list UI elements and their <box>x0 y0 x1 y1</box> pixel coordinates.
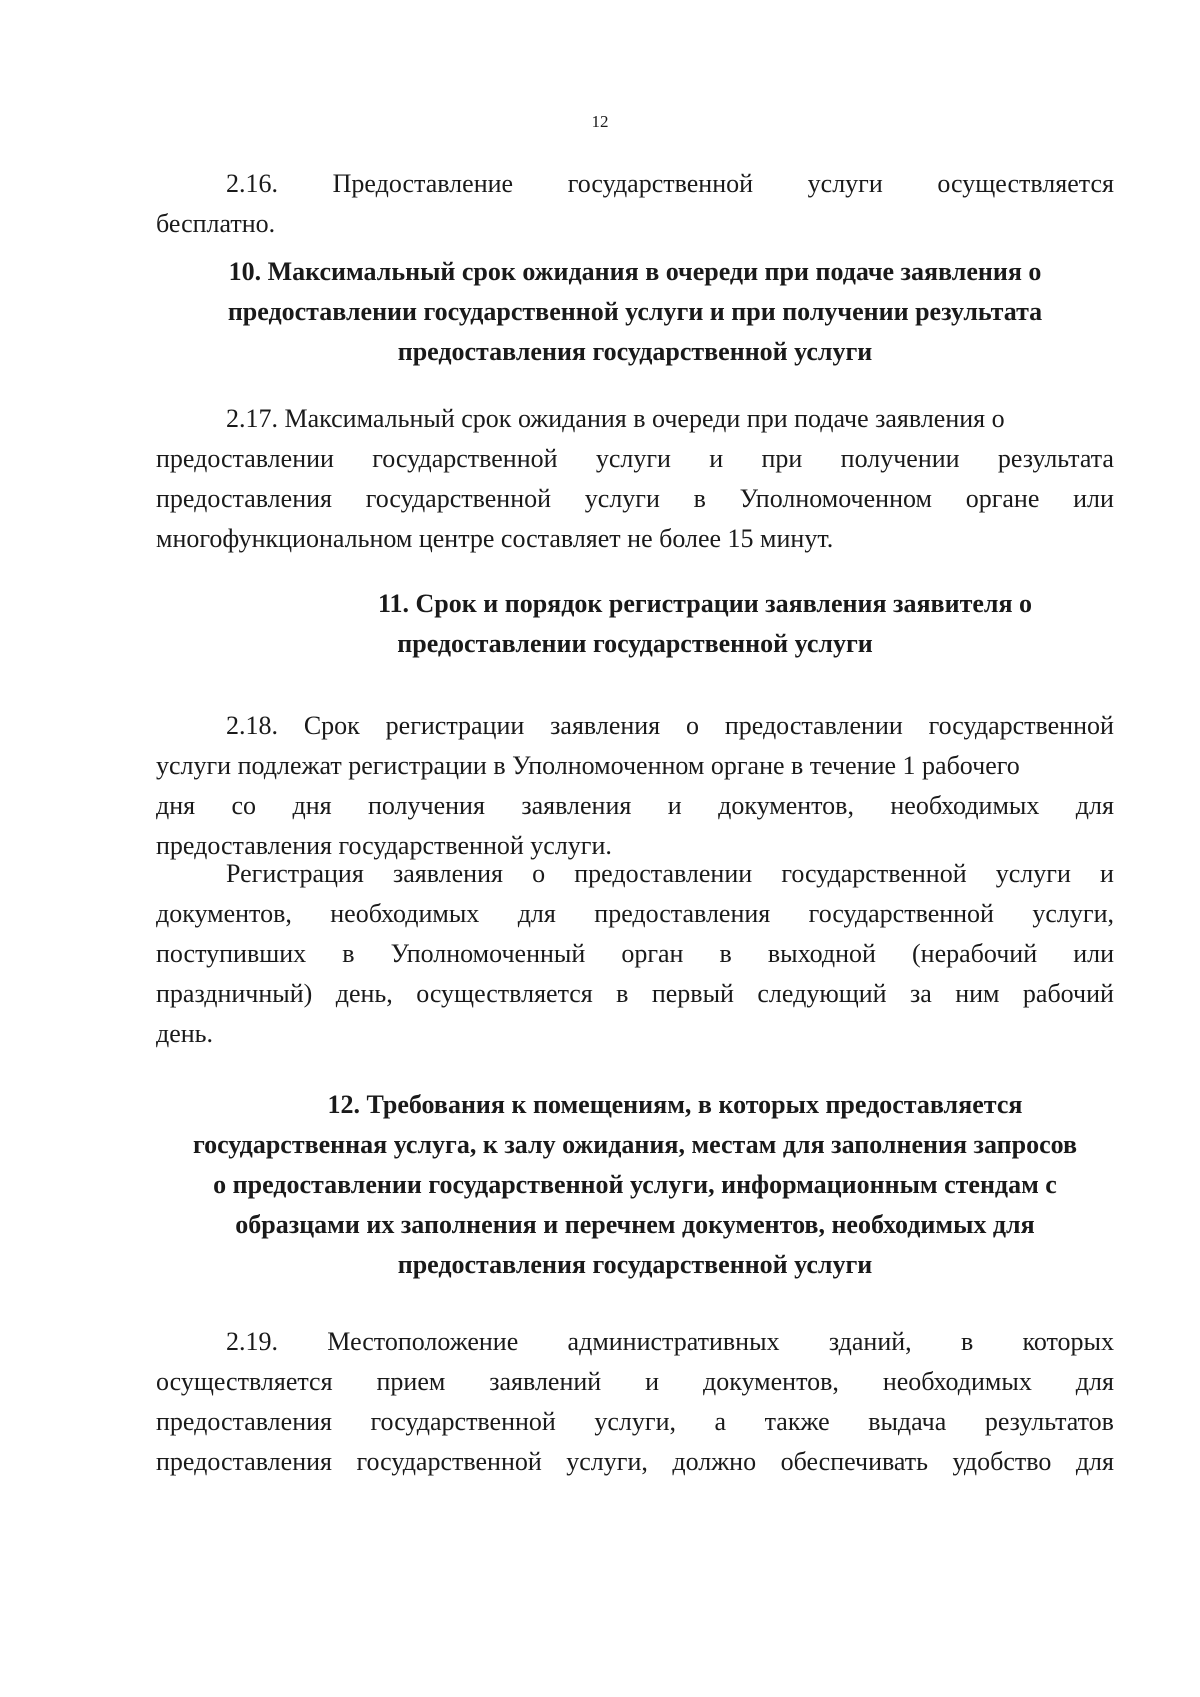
text-line <box>156 706 1114 746</box>
word: орган <box>621 939 684 968</box>
word: административных <box>567 1327 780 1356</box>
word: при <box>761 444 803 473</box>
word: которых <box>1022 1327 1114 1356</box>
section-heading-11 <box>156 584 1114 664</box>
word: государственной <box>365 484 552 513</box>
word: регистрации <box>385 711 525 740</box>
text-line: услуги подлежат регистрации в Уполномоченном органе в течение 1 рабочего <box>156 751 1020 780</box>
paragraph-2-16 <box>156 164 1114 244</box>
word: о <box>532 859 546 888</box>
word: Уполномоченном <box>739 484 932 513</box>
word: для <box>1075 1447 1114 1476</box>
text-line <box>156 894 1114 934</box>
word: государственной <box>356 1447 542 1476</box>
word: и <box>645 1367 660 1396</box>
word: зданий, <box>828 1327 912 1356</box>
word: рабочий <box>1022 979 1114 1008</box>
text-line <box>156 934 1114 974</box>
word: за <box>910 979 932 1008</box>
word: и <box>667 791 682 820</box>
word: необходимых <box>330 899 480 928</box>
heading-line: государственная услуга, к залу ожидания, местам для заполнения запросов <box>192 1130 1078 1159</box>
word: дня <box>156 791 196 820</box>
text-line <box>156 854 1114 894</box>
word: со <box>231 791 257 820</box>
section-heading-10 <box>156 252 1114 372</box>
word: Уполномоченный <box>390 939 586 968</box>
word: государственной <box>781 859 967 888</box>
word: осуществляется <box>416 979 593 1008</box>
word: результатов <box>984 1407 1114 1436</box>
heading-line: о предоставлении государственной услуги, информационным стендам с <box>213 1170 1057 1199</box>
text-line <box>156 974 1114 1014</box>
heading-line: 11. Срок и порядок регистрации заявления заявителя о <box>377 589 1033 618</box>
word: необходимых <box>882 1367 1032 1396</box>
word: документов, <box>703 1367 839 1396</box>
word: государственной <box>567 169 754 198</box>
word: дня <box>292 791 332 820</box>
word: (нерабочий <box>912 939 1038 968</box>
heading-line: 10. Максимальный срок ожидания в очереди при подаче заявления о <box>228 257 1042 286</box>
word: услуги, <box>594 1407 676 1436</box>
word: результата <box>997 444 1114 473</box>
text-line: 2.17. Максимальный срок ожидания в очереди при подаче заявления о <box>226 404 1005 433</box>
word: Предоставление <box>332 169 514 198</box>
word: заявления <box>550 711 661 740</box>
text-line <box>156 1322 1114 1362</box>
word: выходной <box>767 939 876 968</box>
word: или <box>1073 939 1114 968</box>
word: а <box>714 1407 727 1436</box>
word: поступивших <box>156 939 307 968</box>
word: или <box>1073 484 1114 513</box>
word: государственной <box>370 1407 556 1436</box>
paragraph-registration <box>156 854 1114 1054</box>
word: документов, <box>718 791 854 820</box>
word: должно <box>672 1447 757 1476</box>
word: в <box>719 939 732 968</box>
word: первый <box>651 979 734 1008</box>
word: для <box>1075 791 1114 820</box>
text-line <box>156 164 1114 204</box>
word: прием <box>376 1367 446 1396</box>
word: следующий <box>757 979 887 1008</box>
word: для <box>1075 1367 1114 1396</box>
text-line: предоставления государственной услуги. <box>156 831 612 860</box>
word: и <box>709 444 724 473</box>
text-line <box>156 439 1114 479</box>
paragraph-2-19 <box>156 1322 1114 1482</box>
word: органе <box>965 484 1040 513</box>
word: предоставлении <box>574 859 753 888</box>
word: в <box>960 1327 974 1356</box>
text-line: бесплатно. <box>156 209 276 238</box>
word: ним <box>955 979 1000 1008</box>
word: в <box>616 979 629 1008</box>
word: услуги <box>995 859 1071 888</box>
word: получении <box>840 444 960 473</box>
word: услуги, <box>566 1447 648 1476</box>
text-line <box>156 786 1114 826</box>
word: о <box>686 711 699 740</box>
word: 2.18. <box>226 711 278 740</box>
word: в <box>342 939 355 968</box>
word: осуществляется <box>156 1367 333 1396</box>
word: предоставления <box>156 1407 332 1436</box>
word: получения <box>367 791 485 820</box>
word: Местоположение <box>327 1327 519 1356</box>
word: документов, <box>156 899 292 928</box>
word: предоставления <box>156 1447 332 1476</box>
word: услуги <box>584 484 660 513</box>
heading-line: предоставлении государственной услуги и при получении результата <box>227 297 1043 326</box>
word: осуществляется <box>937 169 1114 198</box>
heading-line: 12. Требования к помещениям, в которых предоставляется <box>327 1090 1023 1119</box>
word: Регистрация <box>226 859 364 888</box>
heading-line: образцами их заполнения и перечнем документов, необходимых для <box>235 1210 1035 1239</box>
word: и <box>1100 859 1114 888</box>
word: предоставления <box>594 899 771 928</box>
page-number: 12 <box>591 112 609 131</box>
word: заявлений <box>489 1367 602 1396</box>
word: государственной <box>808 899 994 928</box>
word: предоставлении <box>724 711 903 740</box>
word: предоставлении <box>156 444 334 473</box>
word: услуги <box>595 444 671 473</box>
word: в <box>693 484 706 513</box>
word: праздничный) <box>156 979 313 1008</box>
word: услуги, <box>1032 899 1114 928</box>
word: заявления <box>392 859 503 888</box>
word: государственной <box>372 444 558 473</box>
word: 2.19. <box>226 1327 278 1356</box>
text-line <box>156 1442 1114 1482</box>
text-line <box>156 479 1114 519</box>
heading-line: предоставления государственной услуги <box>397 1250 873 1279</box>
word: удобство <box>952 1447 1052 1476</box>
heading-line: предоставлении государственной услуги <box>397 629 873 658</box>
word: также <box>764 1407 830 1436</box>
text-line <box>156 1362 1114 1402</box>
text-line: день. <box>156 1019 214 1048</box>
section-heading-12 <box>156 1085 1114 1285</box>
word: Срок <box>303 711 360 740</box>
word: для <box>517 899 556 928</box>
word: услуги <box>807 169 883 198</box>
word: заявления <box>521 791 632 820</box>
heading-line: предоставления государственной услуги <box>397 337 873 366</box>
paragraph-2-18 <box>156 706 1114 866</box>
word: необходимых <box>890 791 1040 820</box>
word: 2.16. <box>226 169 278 198</box>
paragraph-2-17 <box>156 399 1114 559</box>
word: день, <box>335 979 393 1008</box>
text-line: многофункциональном центре составляет не более 15 минут. <box>156 524 834 553</box>
word: предоставления <box>156 484 332 513</box>
text-line <box>156 1402 1114 1442</box>
word: государственной <box>928 711 1114 740</box>
word: выдача <box>868 1407 947 1436</box>
word: обеспечивать <box>780 1447 929 1476</box>
